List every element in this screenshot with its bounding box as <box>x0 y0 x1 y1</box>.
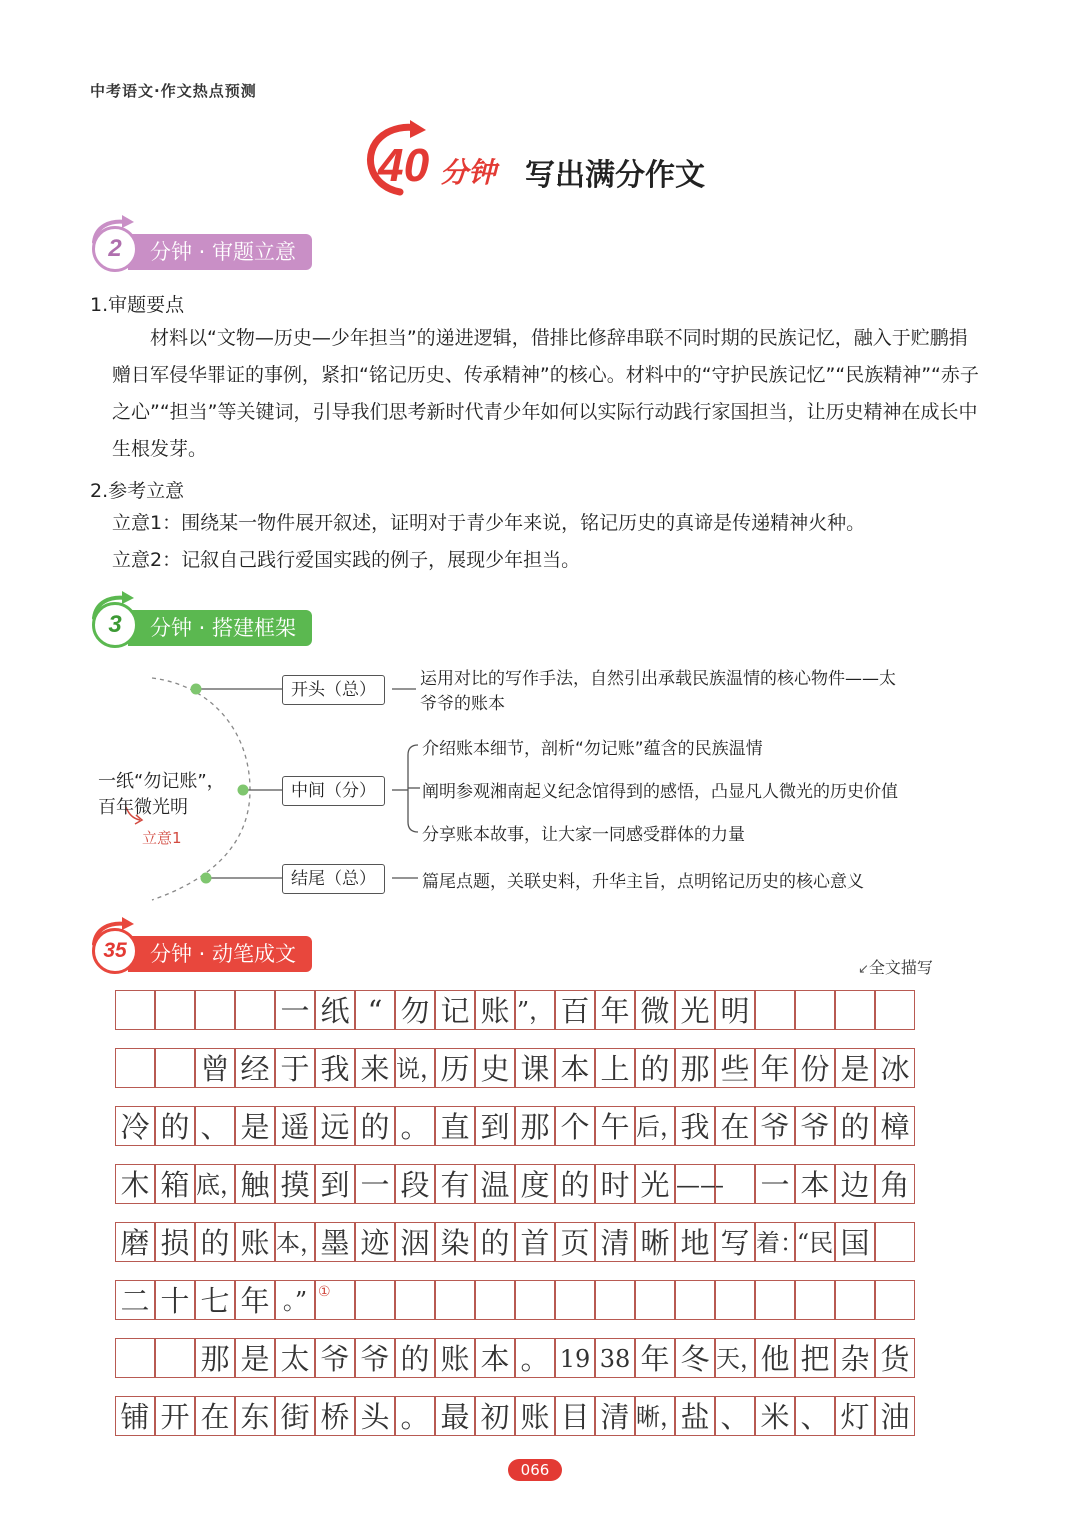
mind-map-center-line2: 百年微光明 <box>98 797 188 818</box>
essay-cell: 。 <box>515 1338 555 1378</box>
essay-cell: 在 <box>195 1396 235 1436</box>
essay-grid <box>115 990 955 1440</box>
essay-cell: 七 <box>195 1280 235 1320</box>
essay-cell: 年 <box>235 1280 275 1320</box>
essay-cell: 磨 <box>115 1222 155 1262</box>
section-number: 35 <box>92 928 138 974</box>
essay-row <box>115 1396 955 1436</box>
section-header-framework <box>92 602 322 648</box>
opening-detail-1: 运用对比的写作手法，自然引出承载民族温情的核心物件——太 <box>420 669 896 689</box>
essay-cell: 的 <box>395 1338 435 1378</box>
essay-cell <box>555 1280 595 1320</box>
node-ending: 结尾（总） <box>282 864 385 894</box>
essay-cell <box>435 1280 475 1320</box>
essay-cell: 光 <box>635 1164 675 1204</box>
essay-cell <box>155 1338 195 1378</box>
essay-cell: ”， <box>515 990 555 1030</box>
idea-2: 立意2：记叙自己践行爱国实践的例子，展现少年担当。 <box>112 549 581 571</box>
title-number: 40 <box>378 139 430 191</box>
essay-cell <box>155 1048 195 1088</box>
essay-cell: 着： <box>755 1222 795 1262</box>
essay-cell: 的 <box>635 1048 675 1088</box>
essay-cell: 的 <box>835 1106 875 1146</box>
essay-cell: 樟 <box>875 1106 915 1146</box>
page-number: 066 <box>508 1459 562 1481</box>
essay-cell: 把 <box>795 1338 835 1378</box>
essay-cell <box>795 990 835 1030</box>
essay-cell: 于 <box>275 1048 315 1088</box>
essay-cell: 木 <box>115 1164 155 1204</box>
heading-reference-ideas: 2.参考立意 <box>90 480 185 502</box>
essay-cell: 本， <box>275 1222 315 1262</box>
essay-cell: 桥 <box>315 1396 355 1436</box>
essay-cell: 个 <box>555 1106 595 1146</box>
essay-cell <box>875 1280 915 1320</box>
essay-cell: 。” <box>275 1280 315 1320</box>
essay-cell: 段 <box>395 1164 435 1204</box>
essay-cell: 头 <box>355 1396 395 1436</box>
annotation-note-text: 全文描写 <box>868 958 933 977</box>
essay-cell: 曾 <box>195 1048 235 1088</box>
essay-cell: 爷 <box>795 1106 835 1146</box>
essay-cell: 账 <box>515 1396 555 1436</box>
essay-cell <box>355 1280 395 1320</box>
essay-cell <box>755 990 795 1030</box>
essay-cell: 十 <box>155 1280 195 1320</box>
essay-cell: 些 <box>715 1048 755 1088</box>
essay-cell: 写 <box>715 1222 755 1262</box>
essay-cell: 油 <box>875 1396 915 1436</box>
essay-cell <box>715 1280 755 1320</box>
essay-cell: 的 <box>195 1222 235 1262</box>
essay-cell <box>795 1280 835 1320</box>
opening-detail-2: 爷爷的账本 <box>420 694 505 714</box>
essay-cell: 在 <box>715 1106 755 1146</box>
essay-cell: 的 <box>555 1164 595 1204</box>
essay-cell: 洇 <box>395 1222 435 1262</box>
heading-review-points: 1.审题要点 <box>90 294 185 316</box>
essay-cell: 目 <box>555 1396 595 1436</box>
essay-cell: 账 <box>435 1338 475 1378</box>
essay-cell: 光 <box>675 990 715 1030</box>
essay-cell <box>475 1280 515 1320</box>
essay-cell <box>635 1280 675 1320</box>
essay-cell: 摸 <box>275 1164 315 1204</box>
essay-cell <box>835 1280 875 1320</box>
series-header: 中考语文·作文热点预测 <box>90 82 257 100</box>
essay-cell: 那 <box>515 1106 555 1146</box>
essay-cell: 盐 <box>675 1396 715 1436</box>
essay-cell: 时 <box>595 1164 635 1204</box>
essay-cell <box>195 990 235 1030</box>
essay-cell: 到 <box>315 1164 355 1204</box>
essay-cell: 那 <box>675 1048 715 1088</box>
essay-cell: 底， <box>195 1164 235 1204</box>
essay-cell: 我 <box>675 1106 715 1146</box>
essay-cell: 经 <box>235 1048 275 1088</box>
essay-cell: 灯 <box>835 1396 875 1436</box>
essay-cell: 是 <box>235 1338 275 1378</box>
essay-cell: 课 <box>515 1048 555 1088</box>
essay-cell: 国 <box>835 1222 875 1262</box>
essay-cell: 记 <box>435 990 475 1030</box>
essay-cell <box>115 1048 155 1088</box>
essay-cell: 微 <box>635 990 675 1030</box>
essay-cell: 晰， <box>635 1396 675 1436</box>
essay-cell: 染 <box>435 1222 475 1262</box>
mind-map-idea-tag: 立意1 <box>142 829 182 847</box>
essay-cell: 损 <box>155 1222 195 1262</box>
essay-cell <box>675 1280 715 1320</box>
essay-cell: 账 <box>235 1222 275 1262</box>
essay-cell <box>595 1280 635 1320</box>
essay-cell: 。 <box>395 1106 435 1146</box>
essay-cell: 天， <box>715 1338 755 1378</box>
essay-cell: 明 <box>715 990 755 1030</box>
essay-cell: 米 <box>755 1396 795 1436</box>
essay-cell: 一 <box>355 1164 395 1204</box>
essay-cell: 街 <box>275 1396 315 1436</box>
essay-cell: 本 <box>555 1048 595 1088</box>
essay-cell: 初 <box>475 1396 515 1436</box>
essay-cell: 边 <box>835 1164 875 1204</box>
essay-cell: 年 <box>635 1338 675 1378</box>
essay-cell: 说， <box>395 1048 435 1088</box>
essay-cell: 开 <box>155 1396 195 1436</box>
title-unit: 分钟 <box>440 156 497 189</box>
section-number: 2 <box>92 226 138 272</box>
essay-cell: 爷 <box>355 1338 395 1378</box>
mind-map <box>90 660 990 905</box>
main-title <box>360 120 740 200</box>
essay-cell: 迹 <box>355 1222 395 1262</box>
middle-detail-2: 阐明参观湘南起义纪念馆得到的感悟，凸显凡人微光的历史价值 <box>422 782 898 802</box>
essay-cell: 一 <box>275 990 315 1030</box>
essay-cell: 到 <box>475 1106 515 1146</box>
essay-cell <box>395 1280 435 1320</box>
essay-row <box>115 990 955 1030</box>
essay-cell: 太 <box>275 1338 315 1378</box>
essay-cell: 页 <box>555 1222 595 1262</box>
essay-cell: 有 <box>435 1164 475 1204</box>
essay-cell <box>875 1222 915 1262</box>
essay-cell: 一 <box>755 1164 795 1204</box>
essay-cell: 杂 <box>835 1338 875 1378</box>
essay-cell: 历 <box>435 1048 475 1088</box>
essay-cell: 上 <box>595 1048 635 1088</box>
essay-cell <box>115 1338 155 1378</box>
essay-row <box>115 1106 955 1146</box>
essay-cell: 份 <box>795 1048 835 1088</box>
essay-cell: 的 <box>355 1106 395 1146</box>
section-header-review <box>92 226 322 272</box>
essay-cell: 19 <box>555 1338 595 1378</box>
essay-cell <box>715 1164 755 1204</box>
essay-cell <box>755 1280 795 1320</box>
essay-cell: 账 <box>475 990 515 1030</box>
essay-cell: 墨 <box>315 1222 355 1262</box>
essay-cell: 的 <box>155 1106 195 1146</box>
essay-cell: 清 <box>595 1396 635 1436</box>
essay-cell: 爷 <box>755 1106 795 1146</box>
essay-cell: 角 <box>875 1164 915 1204</box>
essay-cell: 后， <box>635 1106 675 1146</box>
section-header-writing <box>92 928 322 974</box>
annotation-note <box>858 955 933 978</box>
essay-cell: 百 <box>555 990 595 1030</box>
title-text: 写出满分作文 <box>525 158 705 193</box>
essay-cell: 铺 <box>115 1396 155 1436</box>
essay-row <box>115 1222 955 1262</box>
essay-cell: 首 <box>515 1222 555 1262</box>
essay-cell: 年 <box>755 1048 795 1088</box>
essay-cell: 他 <box>755 1338 795 1378</box>
essay-cell: 史 <box>475 1048 515 1088</box>
essay-cell: 是 <box>235 1106 275 1146</box>
essay-cell: 遥 <box>275 1106 315 1146</box>
essay-cell <box>115 990 155 1030</box>
essay-cell: 38 <box>595 1338 635 1378</box>
essay-cell: 纸 <box>315 990 355 1030</box>
essay-cell: 。 <box>395 1396 435 1436</box>
essay-cell: 、 <box>715 1396 755 1436</box>
middle-detail-3: 分享账本故事，让大家一同感受群体的力量 <box>422 825 745 845</box>
essay-cell <box>235 990 275 1030</box>
section-bar: 分钟 · 审题立意 <box>128 234 312 270</box>
essay-cell: 冬 <box>675 1338 715 1378</box>
middle-detail-1: 介绍账本细节，剖析“勿记账”蕴含的民族温情 <box>422 739 763 759</box>
essay-cell: 的 <box>475 1222 515 1262</box>
essay-cell: “民 <box>795 1222 835 1262</box>
curved-arrow-icon: ↙ <box>858 962 869 977</box>
essay-cell: 是 <box>835 1048 875 1088</box>
section-bar: 分钟 · 搭建框架 <box>128 610 312 646</box>
essay-cell: 地 <box>675 1222 715 1262</box>
essay-cell: 触 <box>235 1164 275 1204</box>
essay-row <box>115 1338 955 1378</box>
footnote-marker: ① <box>318 1284 331 1300</box>
essay-cell: 那 <box>195 1338 235 1378</box>
essay-cell: 东 <box>235 1396 275 1436</box>
essay-cell <box>875 990 915 1030</box>
essay-cell: 、 <box>795 1396 835 1436</box>
node-opening: 开头（总） <box>282 675 385 705</box>
essay-cell: 本 <box>475 1338 515 1378</box>
essay-cell: 远 <box>315 1106 355 1146</box>
essay-row <box>115 1048 955 1088</box>
essay-cell: 货 <box>875 1338 915 1378</box>
essay-cell: 温 <box>475 1164 515 1204</box>
essay-cell: 、 <box>195 1106 235 1146</box>
essay-cell <box>155 990 195 1030</box>
essay-cell: “ <box>355 990 395 1030</box>
essay-cell: 二 <box>115 1280 155 1320</box>
essay-cell: 我 <box>315 1048 355 1088</box>
essay-cell <box>835 990 875 1030</box>
essay-cell: 冷 <box>115 1106 155 1146</box>
analysis-paragraph: 材料以“文物—历史—少年担当”的递进逻辑，借排比修辞串联不同时期的民族记忆，融入于贮鹏捐赠日军侵华罪证的事例，紧扣“铭记历史、传承精神”的核心。材料中的“守护民族记忆”“民族精神”“赤子之心”“担当”等关键词，引导我们思考新时代青少年如何以实际行动践行家国担当，让历史精神在成长中生根发芽。 <box>112 327 979 460</box>
essay-cell: 勿 <box>395 990 435 1030</box>
essay-cell: 最 <box>435 1396 475 1436</box>
essay-cell <box>515 1280 555 1320</box>
idea-1: 立意1：围绕某一物件展开叙述，证明对于青少年来说，铭记历史的真谛是传递精神火种。 <box>112 512 866 534</box>
essay-cell: 来 <box>355 1048 395 1088</box>
essay-cell: 直 <box>435 1106 475 1146</box>
essay-cell: 本 <box>795 1164 835 1204</box>
essay-cell: —— <box>675 1164 715 1204</box>
essay-cell: 箱 <box>155 1164 195 1204</box>
essay-cell: 午 <box>595 1106 635 1146</box>
section-number: 3 <box>92 602 138 648</box>
node-middle: 中间（分） <box>282 776 385 806</box>
essay-cell: 年 <box>595 990 635 1030</box>
essay-cell: 度 <box>515 1164 555 1204</box>
section-bar: 分钟 · 动笔成文 <box>128 936 312 972</box>
essay-row <box>115 1164 955 1204</box>
ending-detail-1: 篇尾点题，关联史料，升华主旨，点明铭记历史的核心意义 <box>422 872 864 892</box>
mind-map-center-line1: 一纸“勿记账”， <box>98 771 225 792</box>
essay-row <box>115 1280 955 1320</box>
essay-cell: 晰 <box>635 1222 675 1262</box>
essay-cell: 爷 <box>315 1338 355 1378</box>
essay-cell: 冰 <box>875 1048 915 1088</box>
essay-cell: 清 <box>595 1222 635 1262</box>
